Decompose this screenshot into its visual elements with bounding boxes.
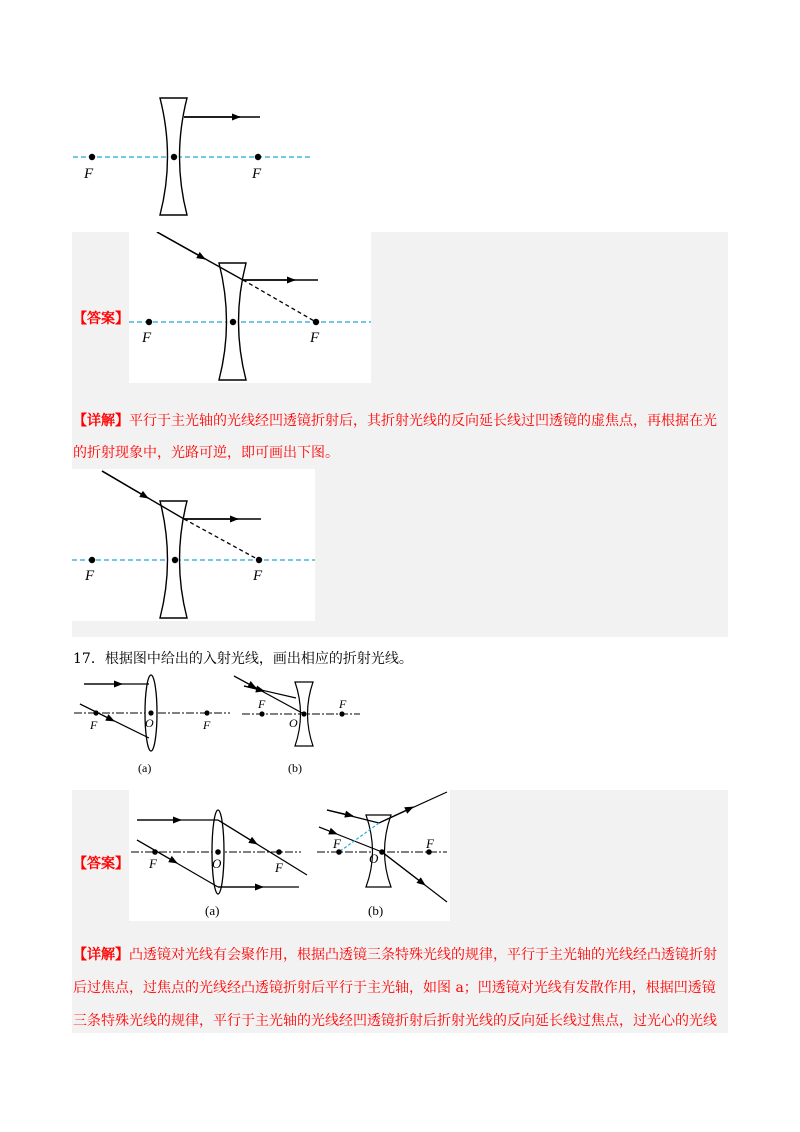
focus-label: F	[310, 330, 320, 346]
q16-detail-line-2: 的折射现象中，光路可逆，即可画出下图。	[73, 445, 339, 461]
q16-detail-tag: 【详解】	[73, 413, 129, 429]
svg-text:F: F	[339, 697, 347, 711]
focus-label: F	[85, 568, 95, 584]
focus-point-right	[255, 154, 261, 160]
optical-center-point	[171, 154, 177, 160]
svg-text:O: O	[369, 851, 379, 866]
q16-answer-figure	[129, 232, 371, 383]
figure-label-a: (a)	[138, 761, 152, 775]
optical-center-point	[172, 557, 178, 563]
svg-text:F: F	[90, 718, 98, 732]
svg-text:F: F	[426, 836, 434, 851]
q17-detail-line-3: 三条特殊光线的规律，平行于主光轴的光线经凹透镜折射后折射光线的反向延长线过焦点，过光心的光线	[73, 1013, 717, 1029]
q16-answer-tag: 【答案】	[73, 311, 129, 327]
svg-text:F: F	[275, 860, 283, 875]
focus-label: F	[253, 568, 263, 584]
figure-label-a: (a)	[205, 903, 220, 918]
q17-detail-line-2: 后过焦点，过焦点的光线经凸透镜折射后平行于主光轴，如图 a；凹透镜对光线有发散作用，根据凹透镜	[73, 980, 716, 996]
focus-point-right	[256, 557, 262, 563]
focus-point-left	[89, 154, 95, 160]
q16-question-figure	[70, 92, 330, 222]
q17-answer-figure	[129, 790, 450, 921]
figure-label-b: (b)	[288, 761, 302, 775]
focus-point-right	[313, 319, 319, 325]
focus-point-left	[89, 557, 95, 563]
svg-text:O: O	[145, 716, 154, 730]
svg-text:O: O	[212, 856, 222, 871]
q17-question-text: 17．根据图中给出的入射光线，画出相应的折射光线。	[73, 651, 413, 667]
svg-text:F: F	[149, 856, 157, 871]
svg-text:F: F	[203, 718, 211, 732]
focus-label: F	[84, 166, 94, 182]
q17-question-figure-b	[232, 674, 362, 780]
svg-text:F: F	[333, 836, 341, 851]
optical-center-point	[230, 319, 236, 325]
figure-label-b: (b)	[368, 903, 384, 918]
focus-label: F	[142, 330, 152, 346]
focus-label: F	[252, 166, 262, 182]
q17-detail-tag: 【详解】	[73, 947, 129, 963]
svg-text:O: O	[289, 716, 298, 730]
q17-question-figure-a	[72, 674, 232, 780]
svg-text:F: F	[258, 697, 266, 711]
q17-detail-line-1: 【详解】凸透镜对光线有会聚作用，根据凸透镜三条特殊光线的规律，平行于主光轴的光线经凸透镜折射	[73, 947, 717, 963]
focus-point-left	[146, 319, 152, 325]
q16-detail-line-1: 【详解】平行于主光轴的光线经凹透镜折射后，其折射光线的反向延长线过凹透镜的虚焦点，再根据在光	[73, 413, 717, 429]
extension-line	[184, 519, 259, 560]
q17-answer-tag: 【答案】	[73, 856, 129, 872]
q16-detail-figure	[72, 469, 315, 621]
extension-line	[243, 280, 316, 322]
